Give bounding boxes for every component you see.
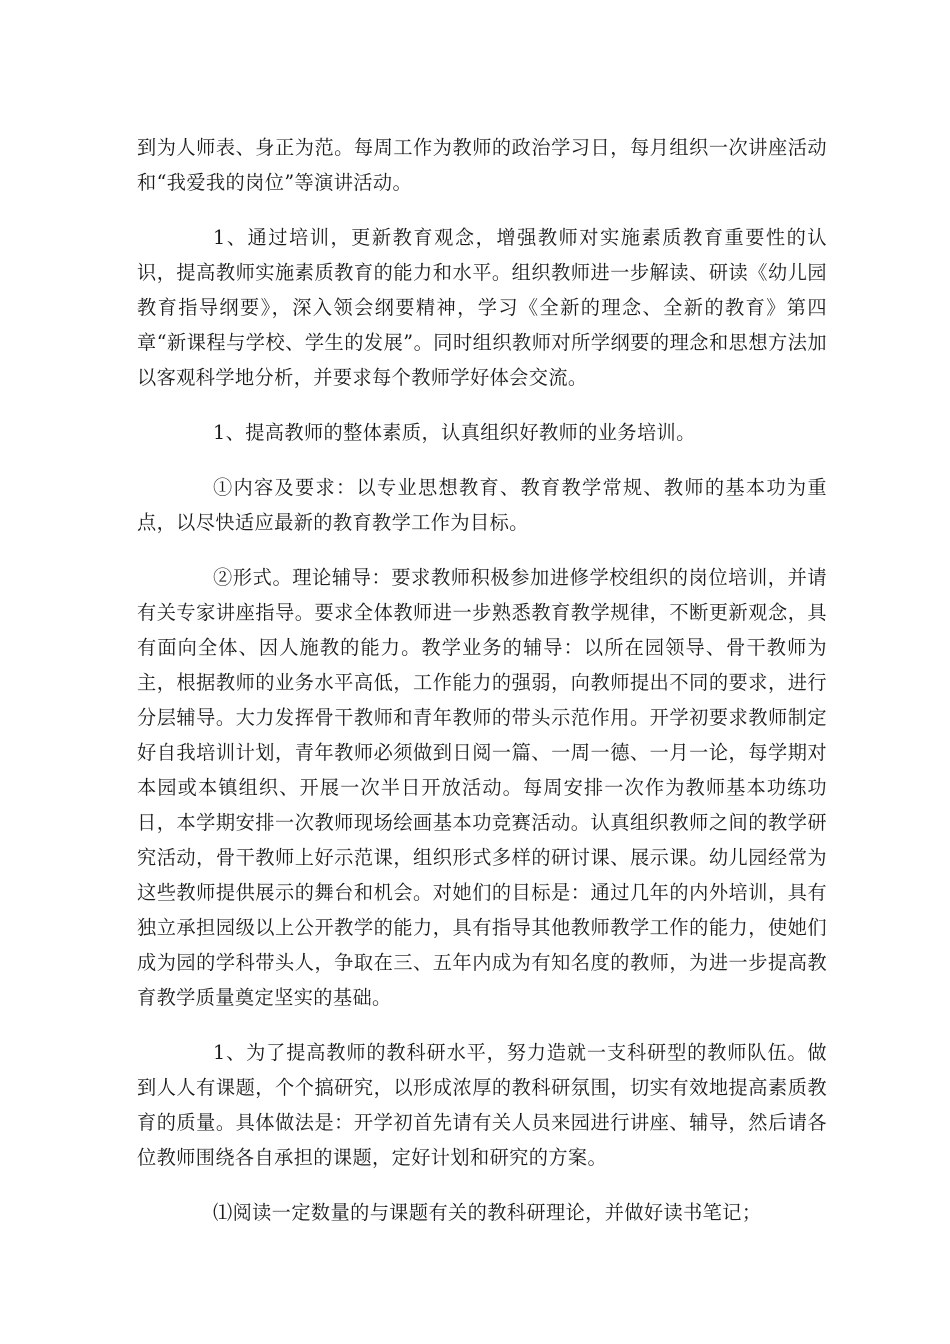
paragraph-2: 1、通过培训，更新教育观念，增强教师对实施素质教育重要性的认识，提高教师实施素质教育的能力和水平。组织教师进一步解读、研读《幼儿园教育指导纲要》，深入领会纲要精神，学习《全新的理念、全新的教育》第四章“新课程与学校、学生的发展”。同时组织教师对所学纲要的理念和思想方法加以客观科学地分析，并要求每个教师学好体会交流。 xyxy=(137,226,827,389)
paragraph-4: ①内容及要求：以专业思想教育、教育教学常规、教师的基本功为重点，以尽快适应最新的教育教学工作为目标。 xyxy=(137,476,827,534)
document-body xyxy=(137,130,827,1230)
paragraph-6: 1、为了提高教师的教科研水平，努力造就一支科研型的教师队伍。做到人人有课题，个个搞研究，以形成浓厚的教科研氛围，切实有效地提高素质教育的质量。具体做法是：开学初首先请有关人员来园进行讲座、辅导，然后请各位教师围绕各自承担的课题，定好计划和研究的方案。 xyxy=(137,1041,827,1169)
paragraph-5: ②形式。理论辅导：要求教师积极参加进修学校组织的岗位培训，并请有关专家讲座指导。要求全体教师进一步熟悉教育教学规律，不断更新观念，具有面向全体、因人施教的能力。教学业务的辅导：以所在园领导、骨干教师为主，根据教师的业务水平高低，工作能力的强弱，向教师提出不同的要求，进行分层辅导。大力发挥骨干教师和青年教师的带头示范作用。开学初要求教师制定好自我培训计划，青年教师必须做到日阅一篇、一周一德、一月一论，每学期对本园或本镇组织、开展一次半日开放活动。每周安排一次作为教师基本功练功日，本学期安排一次教师现场绘画基本功竞赛活动。认真组织教师之间的教学研究活动，骨干教师上好示范课，组织形式多样的研讨课、展示课。幼儿园经常为这些教师提供展示的舞台和机会。对她们的目标是：通过几年的内外培训，具有独立承担园级以上公开教学的能力，具有指导其他教师教学工作的能力，使她们成为园的学科带头人，争取在三、五年内成为有知名度的教师，为进一步提高教育教学质量奠定坚实的基础。 xyxy=(137,566,827,1009)
paragraph-7: ⑴阅读一定数量的与课题有关的教科研理论，并做好读书笔记； xyxy=(213,1201,762,1224)
paragraph-3: 1、提高教师的整体素质，认真组织好教师的业务培训。 xyxy=(213,421,696,444)
paragraph-1: 到为人师表、身正为范。每周工作为教师的政治学习日，每月组织一次讲座活动和“我爱我的岗位”等演讲活动。 xyxy=(137,136,827,194)
